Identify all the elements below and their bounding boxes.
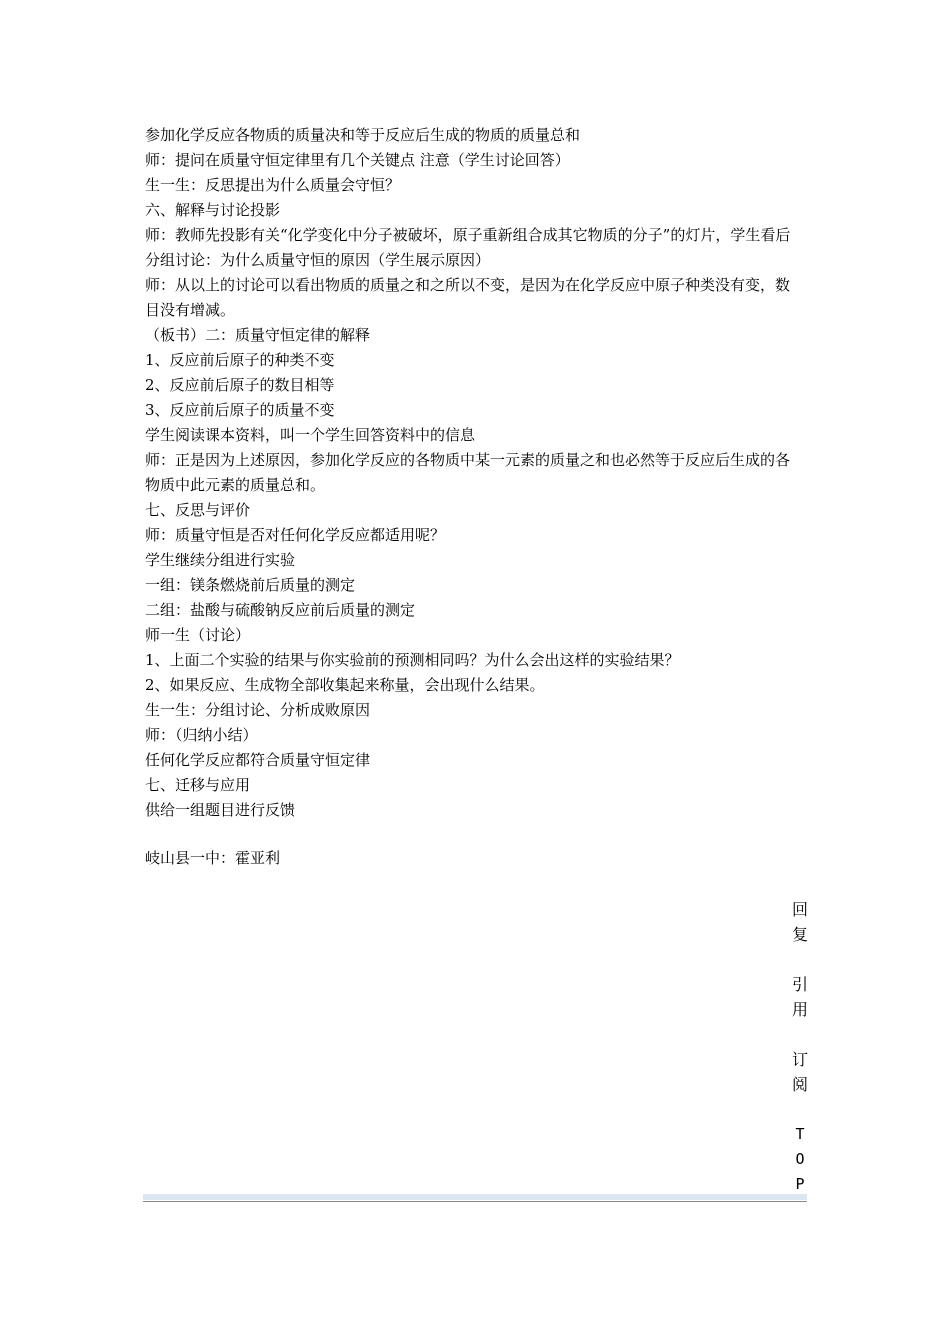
spacer [788, 1022, 812, 1047]
text-paragraph: 师：教师先投影有关“化学变化中分子被破坏，原子重新组合成其它物质的分子”的灯片，学生看后分组讨论：为什么质量守恒的原因（学生展示原因） [145, 226, 791, 269]
author-signature: 岐山县一中：霍亚利 [145, 849, 281, 867]
post-actions [788, 897, 812, 1197]
subscribe-char: 订 [791, 1050, 808, 1069]
text-line: 一组：镁条燃烧前后质量的测定 [145, 576, 356, 594]
top-char: P [795, 1175, 805, 1193]
quote-char: 引 [791, 975, 808, 994]
spacer [145, 823, 795, 846]
quote-link[interactable] [788, 972, 812, 1022]
list-item: 1、反应前后原子的种类不变 [145, 351, 335, 369]
list-item: 2、如果反应、生成物全部收集起来称量，会出现什么结果。 [145, 676, 545, 694]
blackboard-heading: （板书）二：质量守恒定律的解释 [145, 326, 371, 344]
list-item: 2、反应前后原子的数目相等 [145, 376, 335, 394]
reply-char: 复 [791, 925, 808, 944]
text-line: 生一生：分组讨论、分析成败原因 [145, 701, 371, 719]
reply-link[interactable] [788, 897, 812, 947]
text-line: 供给一组题目进行反馈 [145, 801, 296, 819]
section-heading: 七、反思与评价 [145, 501, 251, 519]
top-char: O [795, 1150, 805, 1168]
text-line: 参加化学反应各物质的质量决和等于反应后生成的物质的质量总和 [145, 126, 581, 144]
spacer [788, 947, 812, 972]
reply-char: 回 [791, 900, 808, 919]
top-char: T [795, 1125, 805, 1143]
text-line: 师：（归纳小结） [145, 726, 258, 744]
text-line: 二组：盐酸与硫酸钠反应前后质量的测定 [145, 601, 416, 619]
list-item: 3、反应前后原子的质量不变 [145, 401, 335, 419]
document-body [145, 123, 795, 871]
text-line: 师：质量守恒是否对任何化学反应都适用呢？ [145, 526, 446, 544]
post-divider-bar [143, 1194, 807, 1200]
text-line: 学生阅读课本资料，叫一个学生回答资料中的信息 [145, 426, 476, 444]
subscribe-link[interactable] [788, 1047, 812, 1097]
quote-char: 用 [791, 1000, 808, 1019]
text-line: 师：提问在质量守恒定律里有几个关键点 注意（学生讨论回答） [145, 151, 570, 169]
text-paragraph: 师：正是因为上述原因，参加化学反应的各物质中某一元素的质量之和也必然等于反应后生成的各物质中此元素的质量总和。 [145, 451, 791, 494]
post-divider-line [143, 1201, 807, 1202]
text-line: 任何化学反应都符合质量守恒定律 [145, 751, 371, 769]
section-heading: 六、解释与讨论投影 [145, 201, 281, 219]
text-line: 学生继续分组进行实验 [145, 551, 296, 569]
list-item: 1、上面二个实验的结果与你实验前的预测相同吗？为什么会出这样的实验结果？ [145, 651, 680, 669]
text-line: 生一生：反思提出为什么质量会守恒？ [145, 176, 401, 194]
section-heading: 七、迁移与应用 [145, 776, 251, 794]
back-to-top-link[interactable] [788, 1122, 812, 1197]
text-paragraph: 师：从以上的讨论可以看出物质的质量之和之所以不变，是因为在化学反应中原子种类没有变，数目没有增减。 [145, 276, 791, 319]
text-line: 师一生（讨论） [145, 626, 251, 644]
subscribe-char: 阅 [791, 1075, 808, 1094]
spacer [788, 1097, 812, 1122]
